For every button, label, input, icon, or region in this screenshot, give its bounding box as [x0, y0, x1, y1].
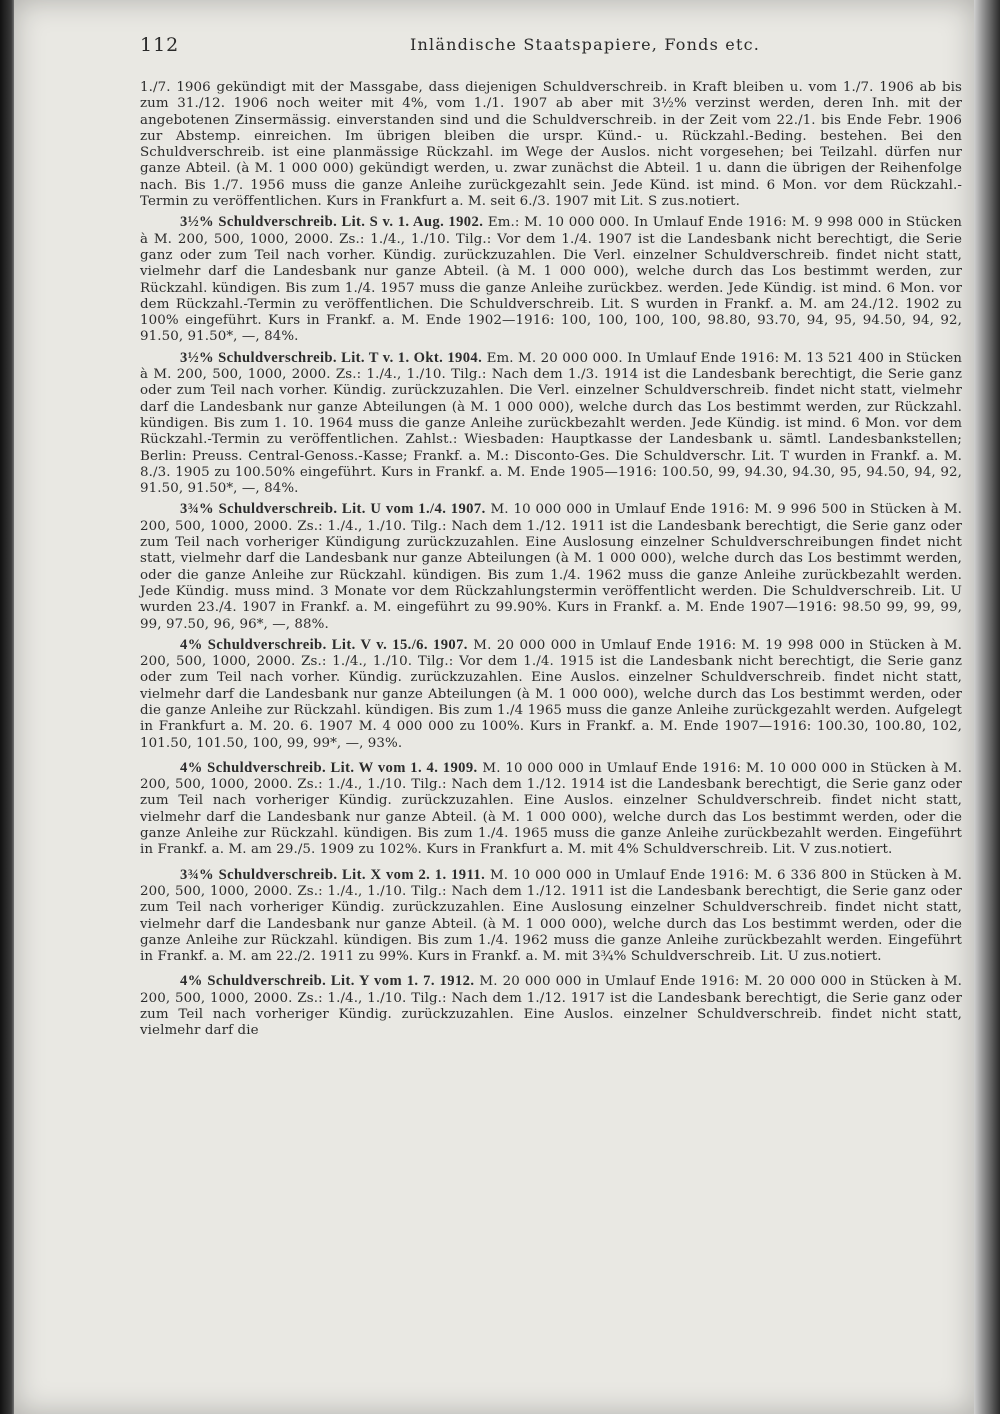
- paragraph-text: 1./7. 1906 gekündigt mit der Massgabe, dass diejenigen Schuldverschreib. in Kraft bleiben u. vom 1./7. 1906 ab bis zum 31./12. 1906 noch weiter mit 4%, vom 1./1. 1907 ab aber mit 3½% verzinst werden, deren Inh. mit der angebotenen Zinsermässig. einverstanden sind und die Schuldverschreib. in der Zeit vom 22./1. bis Ende Febr. 1906 zur Abstemp. einreichen. Im übrigen bleiben die urspr. Künd.- u. Rückzahl.-Beding. bestehen. Bei den Schuldverschreib. ist eine planmässige Rückzahl. im Wege der Auslos. nicht vorgesehen; bei Teilzahl. dürfen nur ganze Abteil. (à M. 1 000 000) gekündigt werden, u. zwar zunächst die Abteil. 1 u. dann die übrigen der Reihenfolge nach. Bis 1./7. 1956 muss die ganze Anleihe zurückgezahlt sein. Jede Künd. ist mind. 6 Mon. vor dem Rückzahl.-Termin zu veröffentlichen. Kurs in Frankfurt a. M. seit 6./3. 1907 mit Lit. S zus.notiert.: [140, 80, 962, 210]
- page-number: 112: [140, 34, 180, 56]
- paragraph-text: Em. M. 20 000 000. In Umlauf Ende 1916: M. 13 521 400 in Stücken à M. 200, 500, 1000, 2000. Zs.: 1./4., 1./10. Tilg.: Nach dem 1./3. 1914 ist die Landesbank berechtigt, die Serie ganz oder zum Teil nach vorher. Kündig. zurückzuzahlen. Die Verl. einzelner Schuldverschreib. findet nicht statt, vielmehr darf die Landesbank nur ganze Abteilungen (à M. 1 000 000), welche durch das Los bestimmt werden, zur Rückzahl. kündigen. Bis zum 1. 10. 1964 muss die ganze Anleihe zurückbezahlt werden. Jede Kündig. ist mind. 6 Mon. vor dem Rückzahl.-Termin zu veröffentlichen. Zahlst.: Wiesbaden: Hauptkasse der Landesbank u. sämtl. Landesbankstellen; Berlin: Preuss. Central-Genoss.-Kasse; Frankf. a. M.: Disconto-Ges. Die Schuldverschr. Lit. T wurden in Frankf. a. M. 8./3. 1905 zu 100.50% eingeführt. Kurs in Frankf. a. M. Ende 1905—1916: 100.50, 99, 94.30, 94.30, 95, 94.50, 94, 92, 91.50, 91.50*, —, 84%.: [140, 350, 962, 497]
- bond-heading-lit-t: 3½% Schuldverschreib. Lit. T v. 1. Okt. 1904.: [180, 349, 483, 366]
- paragraph-lit-y: [140, 973, 962, 1039]
- paragraph-text: M. 10 000 000 in Umlauf Ende 1916: M. 9 996 500 in Stücken à M. 200, 500, 1000, 2000. Zs.: 1./4., 1./10. Tilg.: Nach dem 1./12. 1911 ist die Landesbank berechtigt, die Serie ganz oder zum Teil nach vorheriger Kündigung zurückzuzahlen. Eine Auslosung einzelner Schuldverschreibungen findet nicht statt, vielmehr darf die Landesbank nur ganze Abteilungen (à M. 1 000 000), welche durch das Los bestimmt werden, oder die ganze Anleihe zur Rückzahl. kündigen. Bis zum 1./4. 1962 muss die ganze Anleihe zurückbezahlt werden. Jede Kündig. muss mind. 3 Monate vor dem Rückzahlungstermin veröffentlicht werden. Die Schuldverschreib. Lit. U wurden 23./4. 1907 in Frankf. a. M. eingeführt zu 99.90%. Kurs in Frankf. a. M. Ende 1907—1916: 98.50 99, 99, 99, 99, 97.50, 96, 96*, —, 88%.: [140, 502, 962, 632]
- running-title: Inländische Staatspapiere, Fonds etc.: [410, 35, 761, 54]
- paragraph-text: M. 10 000 000 in Umlauf Ende 1916: M. 6 336 800 in Stücken à M. 200, 500, 1000, 2000. Zs.: 1./4., 1./10. Tilg.: Nach dem 1./12. 1911 ist die Landesbank berechtigt, die Serie ganz oder zum Teil nach vorheriger Kündig. zurückzuzahlen. Eine Auslosung einzelner Schuldverschreib. findet nicht statt, vielmehr darf die Landesbank nur ganze Abteil. (à M. 1 000 000), welche durch das Los bestimmt werden, oder die ganze Anleihe zur Rückzahl. kündigen. Bis zum 1./4. 1962 muss die ganze Anleihe zurückbezahlt werden. Eingeführt in Frankf. a. M. am 22./2. 1911 zu 99%. Kurs in Frankf. a. M. mit 3¾% Schuldverschreib. Lit. U zus.notiert.: [140, 867, 963, 965]
- paragraph-continuation: [140, 80, 962, 210]
- paragraph-text: M. 20 000 000 in Umlauf Ende 1916: M. 19 998 000 in Stücken à M. 200, 500, 1000, 2000. Zs.: 1./4., 1./10. Tilg.: Vor dem 1./4. 1915 ist die Landesbank nicht berechtigt, die Serie ganz oder zum Teil nach vorher. Kündig. zurückzuzahlen. Eine Auslos. einzelner Schuldverschreib. findet nicht statt, vielmehr darf die Landesbank nur ganze Abteilungen (à M. 1 000 000), welche durch das Los bestimmt werden, oder die ganze Anleihe zur Rückzahl. kündigen. Bis zum 1./4 1965 muss die ganze Anleihe zurückgezahlt werden. Aufgelegt in Frankfurt a. M. 20. 6. 1907 M. 4 000 000 zu 100%. Kurs in Frankf. a. M. Ende 1907—1916: 100.30, 100.80, 102, 101.50, 101.50, 100, 99, 99*, —, 93%.: [140, 637, 962, 751]
- document-page: [14, 0, 974, 1414]
- paragraph-lit-s: [140, 214, 962, 345]
- bond-heading-lit-s: 3½% Schuldverschreib. Lit. S v. 1. Aug. 1902.: [180, 214, 484, 231]
- paragraph-lit-t: [140, 350, 962, 498]
- paragraph-lit-u: [140, 501, 962, 632]
- paragraph-lit-w: [140, 760, 962, 859]
- paragraph-lit-v: [140, 637, 962, 752]
- scan-right-edge: [974, 0, 1000, 1414]
- bond-heading-lit-u: 3¾% Schuldverschreib. Lit. U vom 1./4. 1907.: [180, 501, 486, 518]
- paragraph-text: M. 10 000 000 in Umlauf Ende 1916: M. 10 000 000 in Stücken à M. 200, 500, 1000, 2000. Zs.: 1./4., 1./10. Tilg.: Nach dem 1./12. 1914 ist die Landesbank berechtigt, die Serie ganz oder zum Teil nach vorheriger Kündig. zurückzuzahlen. Eine Auslos. einzelner Schuldverschreib. findet nicht statt, vielmehr darf die Landesbank nur ganze Abteil. (à M. 1 000 000), welche durch das Los bestimmt werden, oder die ganze Anleihe zur Rückzahl. kündigen. Bis zum 1./4. 1965 muss die ganze Anleihe zurückbezahlt werden. Eingeführt in Frankf. a. M. am 29./5. 1909 zu 102%. Kurs in Frankfurt a. M. mit 4% Schuldverschreib. Lit. V zus.notiert.: [140, 760, 962, 858]
- paragraph-lit-x: [140, 867, 962, 966]
- paragraph-text: M. 20 000 000 in Umlauf Ende 1916: M. 20 000 000 in Stücken à M. 200, 500, 1000, 2000. Zs.: 1./4., 1./10. Tilg.: Nach dem 1./12. 1917 ist die Landesbank berechtigt, die Serie ganz oder zum Teil nach vorheriger Kündig. zurückzuzahlen. Eine Auslos. einzelner Schuldverschreib. findet nicht statt, vielmehr darf die: [140, 974, 962, 1039]
- bond-heading-lit-x: 3¾% Schuldverschreib. Lit. X vom 2. 1. 1911.: [180, 866, 486, 883]
- paragraph-text: Em.: M. 10 000 000. In Umlauf Ende 1916: M. 9 998 000 in Stücken à M. 200, 500, 1000, 2000. Zs.: 1./4., 1./10. Tilg.: Vor dem 1./4. 1907 ist die Landesbank nicht berechtigt, die Serie ganz oder zum Teil nach vorher. Kündig. zurückzuzahlen. Die Verl. einzelner Schuldverschreib. findet nicht statt, vielmehr darf die Landesbank nur ganze Abteil. (à M. 1 000 000), welche durch das Los bestimmt werden, zur Rückzahl. kündigen. Bis zum 1./4. 1957 muss die ganze Anleihe zurückbez. werden. Jede Kündig. ist mind. 6 Mon. vor dem Rückzahl.-Termin zu veröffentlichen. Die Schuldverschreib. Lit. S wurden in Frankf. a. M. am 24./12. 1902 zu 100% eingeführt. Kurs in Frankf. a. M. Ende 1902—1916: 100, 100, 100, 100, 98.80, 93.70, 94, 95, 94.50, 94, 92, 91.50, 91.50*, —, 84%.: [140, 215, 962, 345]
- bond-heading-lit-w: 4% Schuldverschreib. Lit. W vom 1. 4. 1909.: [180, 759, 478, 776]
- page-body: [140, 80, 962, 1044]
- bond-heading-lit-v: 4% Schuldverschreib. Lit. V v. 15./6. 1907.: [180, 636, 468, 653]
- bond-heading-lit-y: 4% Schuldverschreib. Lit. Y vom 1. 7. 1912.: [180, 973, 475, 990]
- page-header: [140, 34, 960, 60]
